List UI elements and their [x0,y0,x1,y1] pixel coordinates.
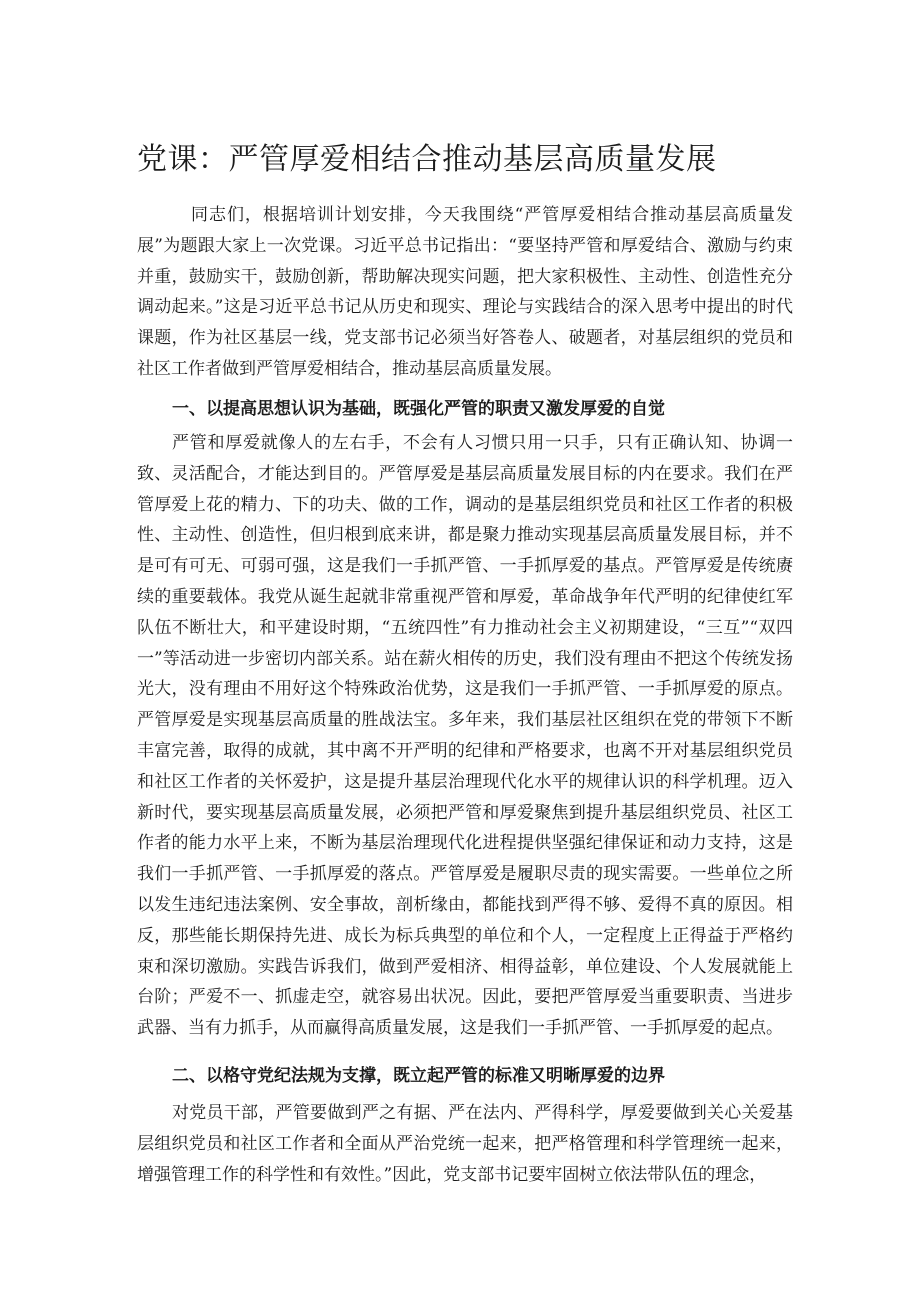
document-page [137,0,797,1301]
section-1-paragraph: 严管和厚爱就像人的左右手，不会有人习惯只用一只手，只有正确认知、协调一致、灵活配合，才能达到目的。严管厚爱是基层高质量发展目标的内在要求。我们在严管厚爱上花的精力、下的功夫、做的工作，调动的是基层组织党员和社区工作者的积极性、主动性、创造性，但归根到底来讲，都是聚力推动实现基层高质量发展目标，并不是可有可无、可弱可强，这是我们一手抓严管、一手抓厚爱的基点。严管厚爱是传统赓续的重要载体。我党从诞生起就非常重视严管和厚爱，革命战争年代严明的纪律使红军队伍不断壮大，和平建设时期，“五统四性”有力推动社会主义初期建设，“三互”“双四一”等活动进一步密切内部关系。站在薪火相传的历史，我们没有理由不把这个传统发扬光大，没有理由不用好这个特殊政治优势，这是我们一手抓严管、一手抓厚爱的原点。严管厚爱是实现基层高质量的胜战法宝。多年来，我们基层社区组织在党的带领下不断丰富完善，取得的成就，其中离不开严明的纪律和严格要求，也离不开对基层组织党员和社区工作者的关怀爱护，这是提升基层治理现代化水平的规律认识的科学机理。迈入新时代，要实现基层高质量发展，必须把严管和厚爱聚焦到提升基层组织党员、社区工作者的能力水平上来，不断为基层治理现代化进程提供坚强纪律保证和动力支持，这是我们一手抓严管、一手抓厚爱的落点。严管厚爱是履职尽责的现实需要。一些单位之所以发生违纪违法案例、安全事故，剖析缘由，都能找到严得不够、爱得不真的原因。相反，那些能长期保持先进、成长为标兵典型的单位和个人，一定程度上正得益于严格约束和深切激励。实践告诉我们，做到严爱相济、相得益彰，单位建设、个人发展就能上台阶；严爱不一、抓虚走空，就容易出状况。因此，要把严管厚爱当重要职责、当进步武器、当有力抓手，从而赢得高质量发展，这是我们一手抓严管、一手抓厚爱的起点。 [137,433,793,1039]
intro-paragraph: 同志们，根据培训计划安排，今天我围绕“严管厚爱相结合推动基层高质量发展”为题跟大家上一次党课。习近平总书记指出：“要坚持严管和厚爱结合、激励与约束并重，鼓励实干，鼓励创新，帮助解决现实问题，把大家积极性、主动性、创造性充分调动起来。”这是习近平总书记从历史和现实、理论与实践结合的深入思考中提出的时代课题，作为社区基层一线，党支部书记必须当好答卷人、破题者，对基层组织的党员和社区工作者做到严管厚爱相结合，推动基层高质量发展。 [137,205,793,379]
section-1-heading: 一、以提高思想认识为基础，既强化严管的职责又激发厚爱的自觉 [172,399,665,419]
section-2-heading: 二、以格守党纪法规为支撑，既立起严管的标准又明晰厚爱的边界 [172,1066,665,1086]
document-title: 党课：严管厚爱相结合推动基层高质量发展 [137,142,717,177]
section-2-paragraph: 对党员干部，严管要做到严之有据、严在法内、严得科学，厚爱要做到关心关爱基层组织党员和社区工作者和全面从严治党统一起来，把严格管理和科学管理统一起来，增强管理工作的科学性和有效性。”因此，党支部书记要牢固树立依法带队伍的理念， [137,1103,793,1185]
